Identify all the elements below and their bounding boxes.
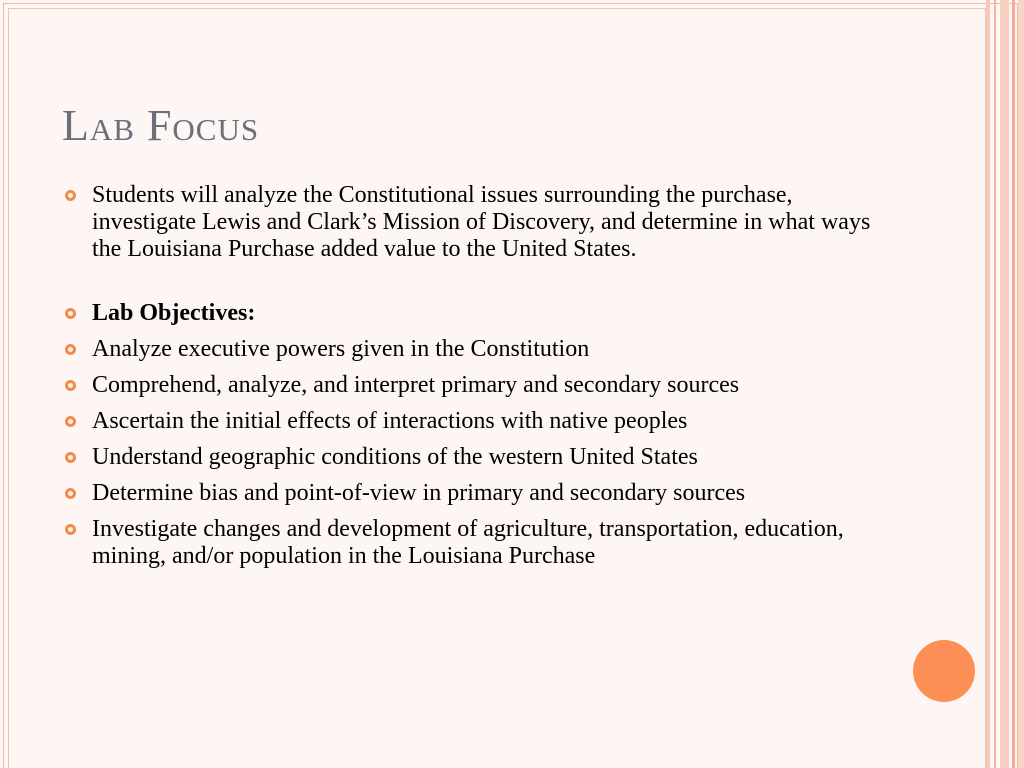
objective-text: Investigate changes and development of agriculture, transportation, education, mining, and/or population in the Louisiana Purchase [92, 516, 844, 569]
bullet-circle-icon [65, 524, 76, 535]
list-item-objective [62, 480, 892, 507]
decor-stripe [1018, 0, 1024, 768]
decor-stripe [994, 0, 996, 768]
list-item-objective [62, 372, 892, 399]
decor-stripe [1012, 0, 1015, 768]
bullet-circle-icon [65, 416, 76, 427]
list-item-objectives-heading [62, 300, 892, 327]
list-item-intro [62, 182, 892, 263]
intro-text: Students will analyze the Constitutional issues surrounding the purchase, investigate Lewis and Clark’s Mission of Discovery, and determine in what ways the Louisiana Purchase added value to the United States. [92, 182, 871, 262]
decor-stripe [986, 0, 990, 768]
bullet-circle-icon [65, 488, 76, 499]
bullet-circle-icon [65, 380, 76, 391]
objective-text: Analyze executive powers given in the Constitution [92, 336, 590, 362]
decor-circle [913, 640, 975, 702]
list-item-objective [62, 516, 892, 570]
decor-stripe [1000, 0, 1009, 768]
list-item-objective [62, 444, 892, 471]
objective-text: Understand geographic conditions of the western United States [92, 444, 698, 470]
objectives-heading: Lab Objectives: [92, 300, 256, 326]
bullet-circle-icon [65, 344, 76, 355]
list-item-objective [62, 336, 892, 363]
objective-text: Comprehend, analyze, and interpret primary and secondary sources [92, 372, 740, 398]
slide-title [62, 101, 260, 150]
bullet-circle-icon [65, 452, 76, 463]
bullet-circle-icon [65, 308, 76, 319]
objective-text: Ascertain the initial effects of interactions with native peoples [92, 408, 688, 434]
list-item-objective [62, 408, 892, 435]
slide-title-text: Lab Focus [62, 101, 260, 150]
objective-text: Determine bias and point-of-view in primary and secondary sources [92, 480, 746, 506]
bullet-list [62, 182, 892, 579]
bullet-circle-icon [65, 190, 76, 201]
